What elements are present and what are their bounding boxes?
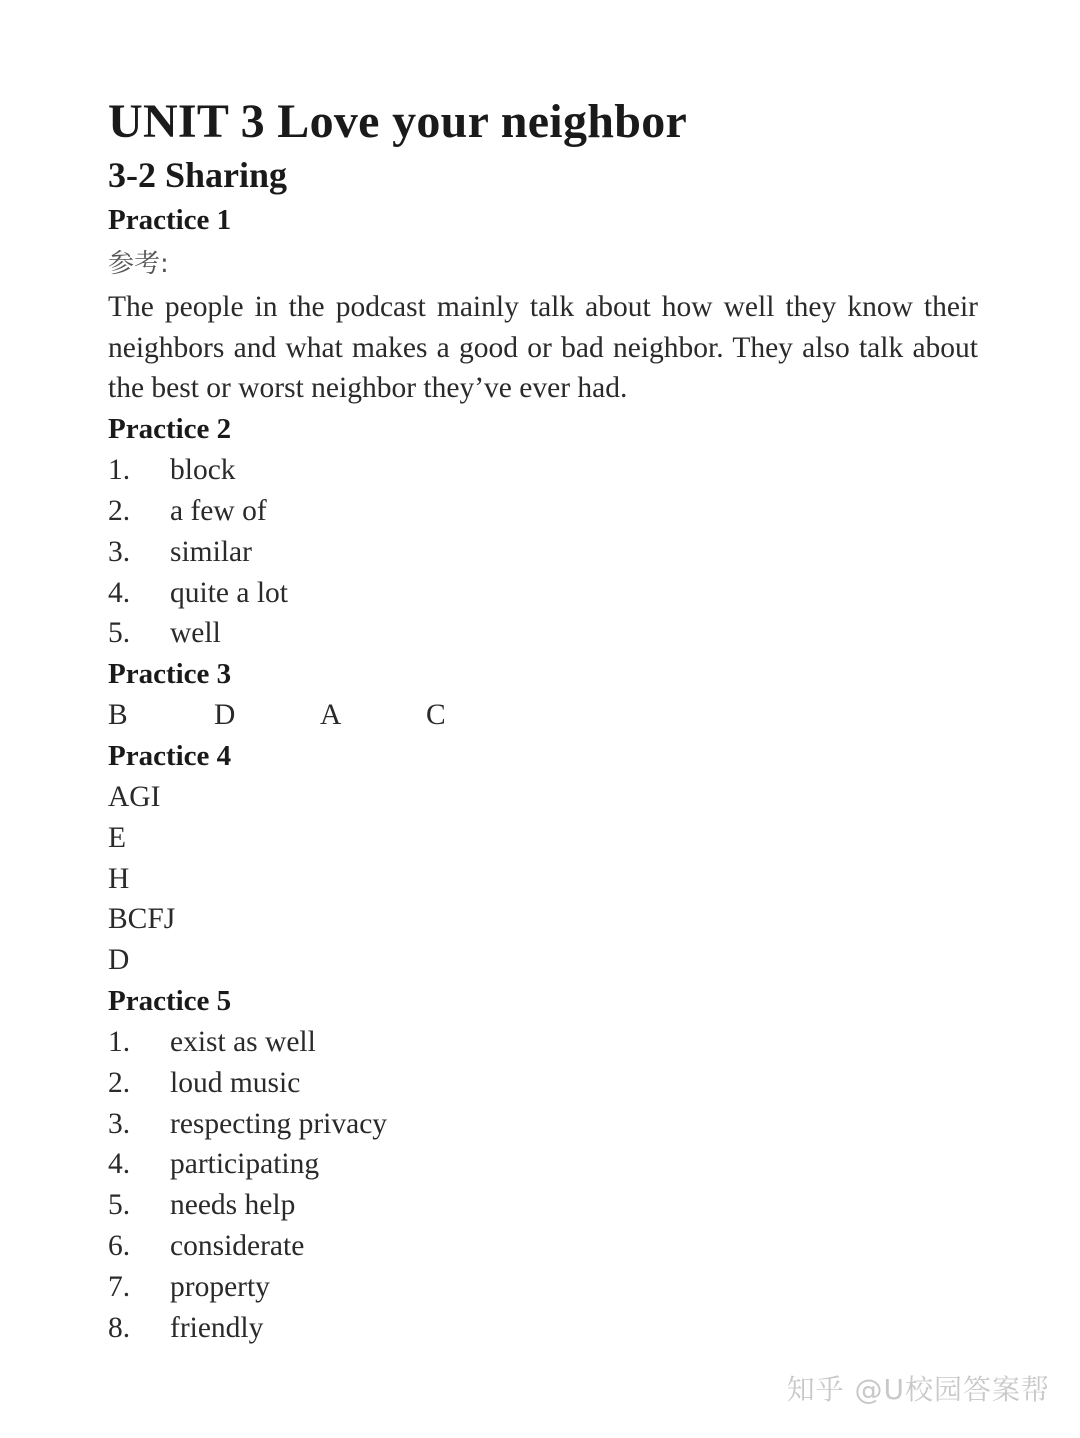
item-text: property [170,1270,270,1303]
item-number: 4. [108,1148,131,1181]
item-text: loud music [170,1066,301,1099]
section-title: 3-2 Sharing [108,155,288,195]
item-text: block [170,454,236,487]
reference-label: 参考: [108,249,169,279]
item-text: exist as well [170,1026,316,1059]
practice-4-title: Practice 4 [108,740,232,773]
answer-choice: A [320,699,342,732]
answer-line: BCFJ [108,903,176,936]
list-item [108,573,978,614]
list-item [108,491,978,532]
item-number: 6. [108,1230,131,1263]
item-number: 2. [108,494,131,527]
list-item [108,450,978,491]
practice-4-section [108,736,978,981]
list-item [108,1226,978,1267]
item-text: respecting privacy [170,1107,388,1140]
practice-1-title: Practice 1 [108,204,232,236]
item-number: 5. [108,617,131,650]
list-item [108,1267,978,1308]
item-number: 1. [108,1026,131,1059]
unit-title: UNIT 3 Love your neighbor [108,95,688,148]
item-number: 5. [108,1189,131,1222]
list-item [108,1022,978,1063]
item-text: a few of [170,494,267,527]
answer-choice: D [214,699,236,732]
practice-5-title: Practice 5 [108,985,232,1018]
answer-line: AGI [108,781,161,814]
list-item [108,1308,978,1349]
answer-choice: B [108,699,128,732]
list-item [108,1185,978,1226]
item-text: similar [170,535,252,568]
practice-3-title: Practice 3 [108,658,232,691]
item-number: 7. [108,1270,131,1303]
practice-1-answer-paragraph: The people in the podcast mainly talk about how well they know their neighbors and what makes a good or bad neighbor. They also talk about the best or worst neighbor they’ve ever had. [108,291,978,405]
practice-3-section [108,654,978,736]
practice-2-section [108,409,978,654]
list-item [108,613,978,654]
answer-line: E [108,821,127,854]
item-text: considerate [170,1230,305,1263]
document-page [108,92,978,1348]
list-item [108,532,978,573]
item-text: participating [170,1148,320,1181]
practice-5-list [108,1022,978,1348]
list-item [108,1063,978,1104]
item-text: needs help [170,1189,296,1222]
item-number: 4. [108,576,131,609]
answer-line: H [108,862,130,895]
practice-1-section [108,200,978,409]
list-item [108,1104,978,1145]
practice-4-answers [108,777,978,981]
item-number: 3. [108,1107,131,1140]
answer-line: D [108,944,130,977]
item-text: quite a lot [170,576,288,609]
list-item [108,1144,978,1185]
practice-2-list [108,450,978,654]
item-number: 2. [108,1066,131,1099]
watermark: 知乎 @U校园答案帮 [786,1373,1050,1406]
answer-choice: C [426,699,446,732]
practice-2-title: Practice 2 [108,413,232,446]
practice-5-section [108,981,978,1348]
item-text: well [170,617,221,650]
item-number: 1. [108,454,131,487]
item-number: 3. [108,535,131,568]
practice-3-answers [108,695,978,736]
item-text: friendly [170,1311,264,1344]
item-number: 8. [108,1311,131,1344]
